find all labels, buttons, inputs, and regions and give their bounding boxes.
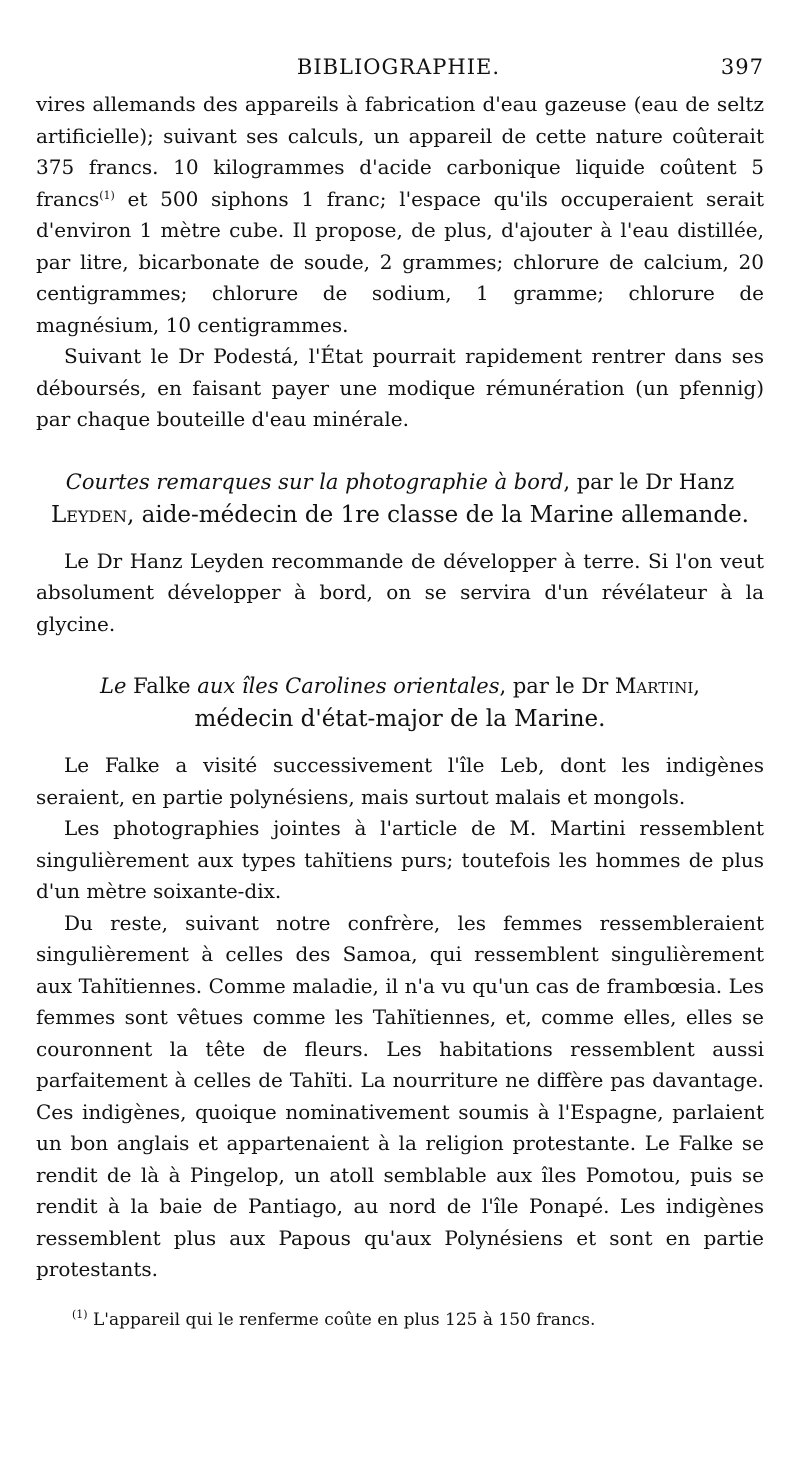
heading-author: Leyden	[50, 501, 128, 528]
footnote-reference[interactable]: (1)	[99, 188, 115, 202]
falke-paragraph-3: Du reste, suivant notre confrère, les femmes ressembleraient singulièrement à celles des Samoa, qui ressemblent singulièrement aux Tahïtiennes. Comme maladie, il n'a vu qu'un cas de frambœsia. Les femmes sont vêtues comme les Tahïtiennes, et, comme elles, elles se couronnent la tête de fleurs. Les habitations ressemblent aussi parfaitement à celles de Tahïti. La nourriture ne diffère pas davantage. Ces indigènes, quoique nominativement soumis à l'Espagne, parlaient un bon anglais et appartenaient à la religion protestante. Le Falke se rendit de là à Pingelop, un atoll semblable aux îles Pomotou, puis se rendit à la baie de Pantiago, au nord de l'île Ponapé. Les indigènes ressemblent plus aux Papous qu'aux Polynésiens et sont en partie protestants.	[36, 910, 764, 1281]
page-number: 397	[720, 55, 764, 79]
photography-paragraph: Le Dr Hanz Leyden recommande de développer à terre. Si l'on veut absolument développer à bord, on se servira d'un révélateur à la glycine.	[36, 548, 764, 636]
heading-title-rest: , par le Dr Hanz	[563, 469, 735, 494]
running-title: BIBLIOGRAPHIE.	[296, 55, 501, 79]
footnote-marker: (1)	[72, 1307, 88, 1321]
heading-le: Le	[100, 674, 134, 698]
intro-text: vires allemands des appareils à fabrication d'eau gazeuse (eau de seltz artificielle); suivant ses calculs, un appareil de cette nature coûterait 375 francs. 10 kilogrammes d'acide carbonique liquide coûtent 5 francs	[36, 92, 764, 211]
heading-title: aux îles Carolines orientales	[190, 674, 500, 698]
heading-author-rest: ,	[693, 674, 700, 698]
footnote	[36, 1308, 764, 1332]
page-header	[36, 55, 764, 89]
falke-paragraph-1: Le Falke a visité successivement l'île Leb, dont les indigènes seraient, en partie polynésiens, mais surtout malais et mongols.	[36, 753, 764, 809]
heading-title: Courtes remarques sur la photographie à bord	[65, 469, 564, 494]
section-heading-falke	[36, 670, 764, 736]
heading-author: Martini	[614, 674, 694, 698]
podesta-paragraph: Suivant le Dr Podestá, l'État pourrait rapidement rentrer dans ses déboursés, en faisant payer une modique rémunération (un pfennig) par chaque bouteille d'eau minérale.	[36, 344, 764, 431]
heading-subtitle: médecin d'état-major de la Marine.	[194, 706, 606, 732]
falke-paragraph-2: Les photographies jointes à l'article de M. Martini ressemblent singulièrement aux types tahïtiens purs; toutefois les hommes de plus d'un mètre soixante-dix.	[36, 816, 764, 903]
heading-title-rest: , par le Dr	[499, 674, 615, 698]
footnote-text: L'appareil qui le renferme coûte en plus 125 à 150 francs.	[93, 1309, 596, 1330]
intro-paragraph	[36, 89, 764, 341]
section-heading-photography	[36, 466, 764, 532]
heading-ship-name: Falke	[133, 674, 191, 698]
document-page	[36, 55, 764, 1332]
intro-text-continued: et 500 siphons 1 franc; l'espace qu'ils occuperaient serait d'environ 1 mètre cube. Il propose, de plus, d'ajouter à l'eau distillée, par litre, bicarbonate de soude, 2 grammes; chlorure de calcium, 20 centigrammes; chlorure de sodium, 1 gramme; chlorure de magnésium, 10 centigrammes.	[36, 186, 764, 337]
heading-author-rest: , aide-médecin de 1re classe de la Marine allemande.	[127, 501, 749, 528]
